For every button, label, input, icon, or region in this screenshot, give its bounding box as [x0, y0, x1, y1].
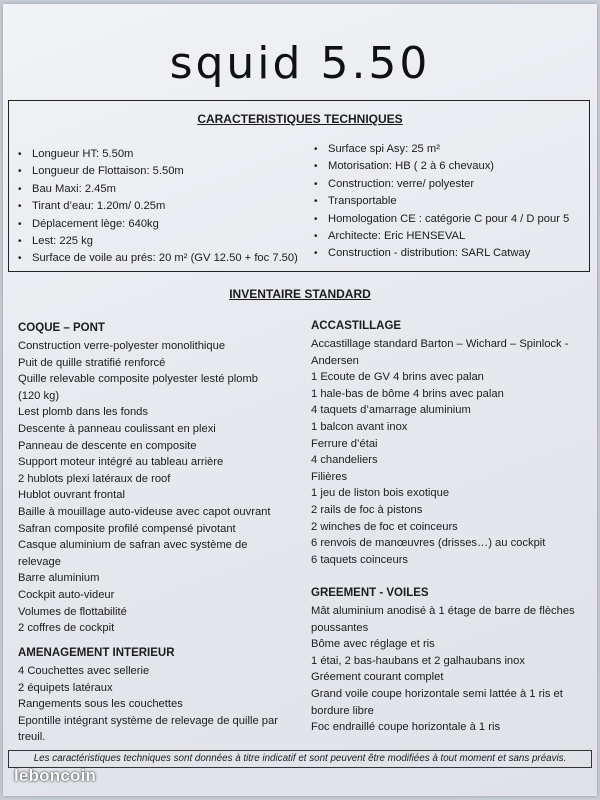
inventory-item: 2 winches de foc et coinceurs — [311, 520, 458, 533]
spec-item: • Architecte: Eric HENSEVAL — [314, 228, 569, 245]
spec-item: • Motorisation: HB ( 2 à 6 chevaux) — [314, 158, 569, 175]
inventory-item: relevage — [18, 555, 61, 568]
coque-section — [18, 320, 271, 637]
inventory-item: 1 étai, 2 bas-haubans et 2 galhaubans inox — [311, 654, 525, 667]
inventory-item: 2 coffres de cockpit — [18, 622, 115, 635]
inventory-item: 2 rails de foc à pistons — [311, 503, 423, 516]
specs-heading: CARACTERISTIQUES TECHNIQUES — [197, 112, 403, 126]
inventory-item: treuil. — [18, 731, 46, 744]
inventory-item: 6 renvois de manœuvres (drisses…) au cockpit — [311, 537, 546, 550]
inventory-item: Epontille intégrant système de relevage de quille par — [18, 714, 278, 727]
inventory-item: Cockpit auto-videur — [18, 588, 115, 601]
inventory-item: 1 jeu de liston bois exotique — [311, 487, 450, 500]
disclaimer-footer: Les caractéristiques techniques sont données à titre indicatif et sont peuvent être modifiées à tout moment et sans préavis. — [8, 750, 592, 768]
inventory-item: Baille à mouillage auto-videuse avec capot ouvrant — [18, 505, 271, 518]
inventory-item: Casque aluminium de safran avec système de — [18, 539, 248, 552]
inventory-item: Puit de quille stratifié renforcé — [18, 356, 166, 369]
accastillage-section — [311, 318, 568, 568]
inventory-item: Filières — [311, 470, 348, 483]
inventory-item: Support moteur intégré au tableau arrière — [18, 456, 224, 469]
inventory-item: Descente à panneau coulissant en plexi — [18, 422, 216, 435]
spec-item: • Surface spi Asy: 25 m² — [314, 141, 569, 158]
spec-item: • Déplacement lège: 640kg — [18, 216, 298, 233]
inventory-item: Panneau de descente en composite — [18, 439, 197, 452]
spec-item: • Construction - distribution: SARL Catway — [314, 245, 569, 262]
inventory-item: bordure libre — [311, 704, 374, 717]
inventory-item: poussantes — [311, 621, 369, 634]
specs-right-column — [314, 141, 569, 263]
greement-section — [311, 585, 575, 736]
specs-left-column — [18, 146, 298, 268]
inventory-item: Ferrure d’étai — [311, 437, 378, 450]
inventory-item: 2 hublots plexi latéraux de roof — [18, 472, 171, 485]
squid-logo: squid 5.50 — [169, 38, 431, 89]
inventory-heading: INVENTAIRE STANDARD — [229, 287, 371, 301]
inventory-item: Grand voile coupe horizontale semi lattée à 1 ris et — [311, 687, 563, 700]
inventory-item: Andersen — [311, 354, 359, 367]
spec-item: • Surface de voile au prés: 20 m² (GV 12.50 + foc 7.50) — [18, 250, 298, 267]
spec-item: • Construction: verre/ polyester — [314, 176, 569, 193]
spec-item: • Transportable — [314, 193, 569, 210]
inventory-item: Gréement courant complet — [311, 671, 444, 684]
inventory-item: Accastillage standard Barton – Wichard – Spinlock - — [311, 338, 569, 350]
inventory-item: Bôme avec réglage et ris — [311, 638, 435, 651]
spec-item: • Homologation CE : catégorie C pour 4 / D pour 5 — [314, 211, 569, 228]
accastillage-heading: ACCASTILLAGE — [311, 320, 402, 332]
leboncoin-watermark: leboncoin — [14, 766, 97, 785]
spec-item: • Bau Maxi: 2.45m — [18, 181, 298, 198]
inventory-item: 4 Couchettes avec sellerie — [18, 665, 150, 677]
inventory-item: 2 équipets latéraux — [18, 681, 113, 694]
inventory-item: Hublot ouvrant frontal — [18, 489, 125, 502]
greement-heading: GREEMENT - VOILES — [311, 587, 429, 599]
spec-item: • Longueur de Flottaison: 5.50m — [18, 163, 298, 180]
inventory-item: Rangements sous les couchettes — [18, 698, 183, 711]
inventory-item: Foc endraillé coupe horizontale à 1 ris — [311, 721, 501, 734]
spec-item: • Tirant d’eau: 1.20m/ 0.25m — [18, 198, 298, 215]
spec-item: • Longueur HT: 5.50m — [18, 146, 298, 163]
inventory-item: 4 taquets d’amarrage aluminium — [311, 404, 471, 417]
inventory-item: 4 chandeliers — [311, 454, 378, 467]
inventory-item: Barre aluminium — [18, 572, 100, 585]
inventory-item: (120 kg) — [18, 389, 60, 402]
inventory-item: 1 Ecoute de GV 4 brins avec palan — [311, 371, 484, 384]
amenagement-heading: AMENAGEMENT INTERIEUR — [18, 647, 175, 659]
inventory-item: Safran composite profilé compensé pivotant — [18, 522, 236, 535]
inventory-item: Construction verre-polyester monolithique — [18, 340, 226, 352]
amenagement-section — [18, 645, 278, 746]
spec-item: • Lest: 225 kg — [18, 233, 298, 250]
inventory-item: 6 taquets coinceurs — [311, 553, 409, 566]
coque-heading: COQUE – PONT — [18, 322, 105, 334]
inventory-item: 1 hale-bas de bôme 4 brins avec palan — [311, 387, 504, 400]
inventory-item: Quille relevable composite polyester lesté plomb — [18, 373, 259, 386]
inventory-item: Lest plomb dans les fonds — [18, 406, 148, 419]
inventory-item: 1 balcon avant inox — [311, 420, 408, 433]
inventory-item: Volumes de flottabilité — [18, 605, 127, 618]
inventory-item: Mât aluminium anodisé à 1 étage de barre de flèches — [311, 605, 575, 617]
